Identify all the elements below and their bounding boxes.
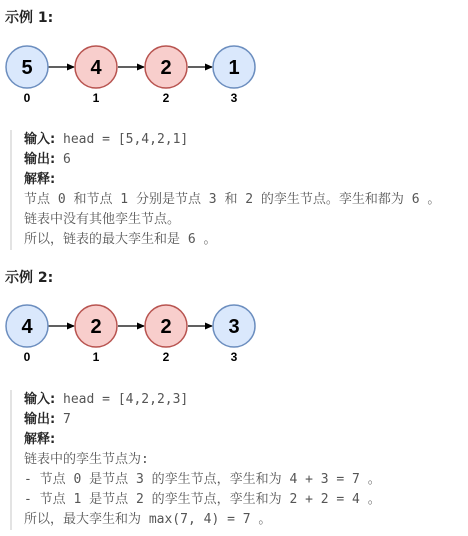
explanation-text-3: - 节点 1 是节点 2 的孪生节点，孪生和为 2 + 2 = 4 。: [24, 492, 381, 507]
input-line: [24, 130, 468, 150]
node-1-index: 1: [92, 350, 100, 364]
explanation-label: 解释:: [24, 432, 56, 447]
example-1-details: [10, 130, 468, 250]
explanation-line: [24, 170, 468, 190]
example-1-linked-list-diagram: [0, 40, 270, 110]
explanation-text-2: - 节点 0 是节点 3 的孪生节点，孪生和为 4 + 3 = 7 。: [24, 472, 381, 487]
output-label: 输出:: [24, 152, 56, 167]
explanation-text-3: 所以，链表的最大孪生和是 6 。: [24, 232, 217, 247]
node-0-value: 4: [21, 316, 33, 338]
output-value: 6: [55, 152, 71, 167]
node-2-value: 2: [160, 57, 172, 79]
node-1-value: 4: [90, 57, 102, 79]
explanation-text-1: 链表中的孪生节点为:: [24, 452, 149, 467]
node-1-index: 1: [92, 91, 100, 105]
output-label: 输出:: [24, 412, 56, 427]
explanation-line: [24, 430, 468, 450]
node-2-index: 2: [162, 350, 170, 364]
input-line: [24, 390, 468, 410]
example-2-details: [10, 390, 468, 530]
node-0-index: 0: [23, 91, 31, 105]
output-line: [24, 410, 468, 430]
node-0-value: 5: [21, 57, 33, 79]
example-2-linked-list-diagram: [0, 299, 270, 369]
explanation-text-4: 所以，最大孪生和为 max(7, 4) = 7 。: [24, 512, 272, 527]
node-2-value: 2: [160, 316, 172, 338]
node-3-value: 3: [228, 316, 240, 338]
node-3-index: 3: [230, 350, 238, 364]
input-value: head = [4,2,2,3]: [55, 392, 189, 407]
example-1-title: 示例 1:: [5, 10, 54, 26]
node-3-value: 1: [228, 57, 240, 79]
node-2-index: 2: [162, 91, 170, 105]
node-0-index: 0: [23, 350, 31, 364]
explanation-text-1: 节点 0 和节点 1 分别是节点 3 和 2 的孪生节点。孪生和都为 6 。: [24, 192, 441, 207]
output-value: 7: [55, 412, 71, 427]
node-1-value: 2: [90, 316, 102, 338]
example-2-title: 示例 2:: [5, 270, 54, 286]
output-line: [24, 150, 468, 170]
input-label: 输入:: [24, 132, 56, 147]
input-label: 输入:: [24, 392, 56, 407]
explanation-label: 解释:: [24, 172, 56, 187]
explanation-text-2: 链表中没有其他孪生节点。: [24, 212, 181, 227]
node-3-index: 3: [230, 91, 238, 105]
input-value: head = [5,4,2,1]: [55, 132, 189, 147]
